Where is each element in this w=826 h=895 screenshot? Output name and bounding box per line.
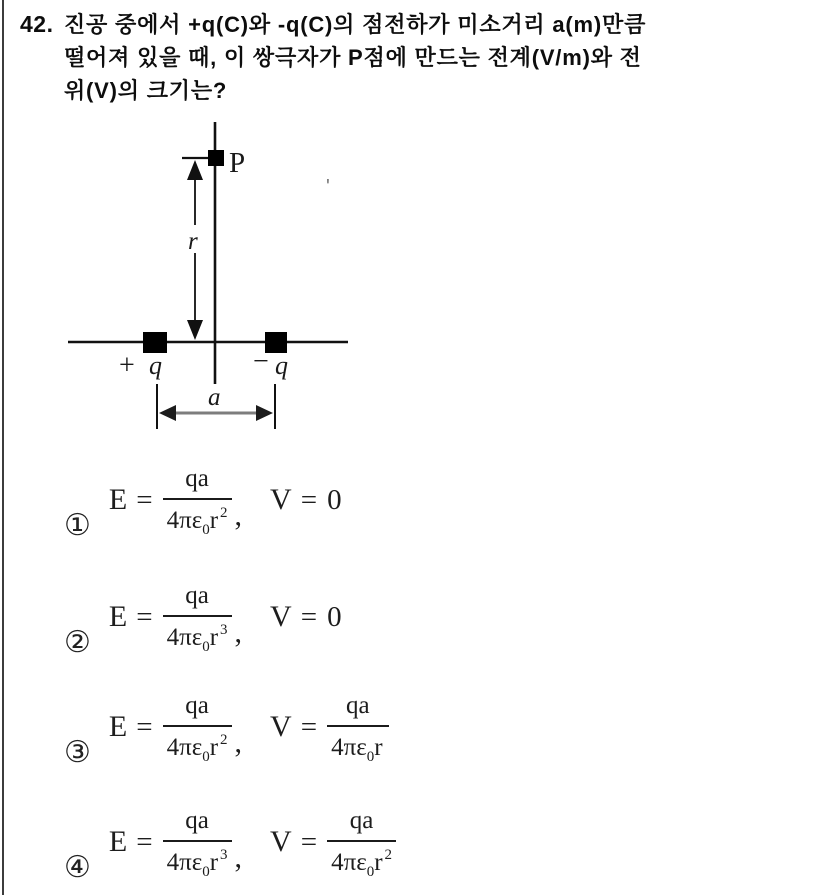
choice-1-V-symbol: V [270,483,292,516]
choice-2-marker: ② [64,625,91,660]
stray-scan-mark: ' [326,176,330,198]
positive-charge-label: q [149,351,162,380]
choice-4-E-fraction [163,805,232,880]
choice-3-marker: ③ [64,735,91,770]
choice-2-V-symbol: V [270,600,292,633]
question-line-1: 진공 중에서 +q(C)와 -q(C)의 점전하가 미소거리 a(m)만큼 [64,12,647,37]
equals-sign: = [136,483,153,516]
choice-row-2 [64,573,342,661]
minus-sign-label: − [253,346,269,377]
choice-2-V-value: 0 [327,600,342,633]
choice-1-marker: ① [64,508,91,543]
question-text [64,8,820,107]
fraction-numerator: qa [163,580,232,617]
choice-3-E-symbol: E [108,710,128,743]
positive-charge-square [143,332,167,353]
choice-1-E-symbol: E [108,483,128,516]
fraction-denominator: $4\pi\varepsilon_0r$ $^2$ [166,731,228,765]
choice-row-3 [64,683,389,771]
comma-separator: , [234,616,243,649]
comma-separator: , [234,726,243,759]
fraction-numerator: qa [163,463,232,500]
fraction-numerator: qa [327,690,388,727]
comma-separator: , [234,499,243,532]
choice-1-V-value: 0 [327,483,342,516]
fraction-denominator: $4\pi\varepsilon_0r$ [331,733,383,765]
fraction-denominator: $4\pi\varepsilon_0r$ $^2$ [166,504,228,538]
equals-sign: = [300,483,318,516]
choice-3-E-fraction [163,690,232,765]
choice-4-V-fraction [327,805,396,880]
point-p-square [208,150,224,166]
equals-sign: = [136,600,153,633]
equals-sign: = [136,825,153,858]
choice-4-marker: ④ [64,850,91,885]
equals-sign: = [136,710,153,743]
equals-sign: = [300,710,318,743]
a-label: a [208,384,221,411]
choice-4-E-symbol: E [108,825,128,858]
choice-row-1 [64,456,342,544]
negative-charge-label: q [275,351,288,380]
question-number: 42. [20,11,54,37]
fraction-denominator: $4\pi\varepsilon_0r$ $^2$ [331,846,393,880]
choice-2-E-fraction [163,580,232,655]
question-line-2: 떨어져 있을 때, 이 쌍극자가 P점에 만드는 전계(V/m)와 전 [64,45,642,70]
fraction-numerator: qa [327,805,396,842]
dipole-diagram [60,113,360,443]
equals-sign: = [300,825,318,858]
r-label: r [188,228,198,255]
choice-1-E-fraction [163,463,232,538]
choice-2-E-symbol: E [108,600,128,633]
question-block [20,8,820,107]
fraction-denominator: $4\pi\varepsilon_0r$ $^3$ [166,846,228,880]
fraction-numerator: qa [163,805,232,842]
equals-sign: = [300,600,318,633]
choice-4-V-symbol: V [270,825,292,858]
column-divider-line [2,0,4,895]
fraction-numerator: qa [163,690,232,727]
choice-3-V-symbol: V [270,710,292,743]
choice-3-V-fraction [327,690,388,765]
question-line-3: 위(V)의 크기는? [64,78,228,103]
point-p-label: P [229,147,246,179]
plus-sign-label: + [119,350,135,381]
choice-row-4 [64,798,396,886]
comma-separator: , [234,841,243,874]
fraction-denominator: $4\pi\varepsilon_0r$ $^3$ [166,621,228,655]
